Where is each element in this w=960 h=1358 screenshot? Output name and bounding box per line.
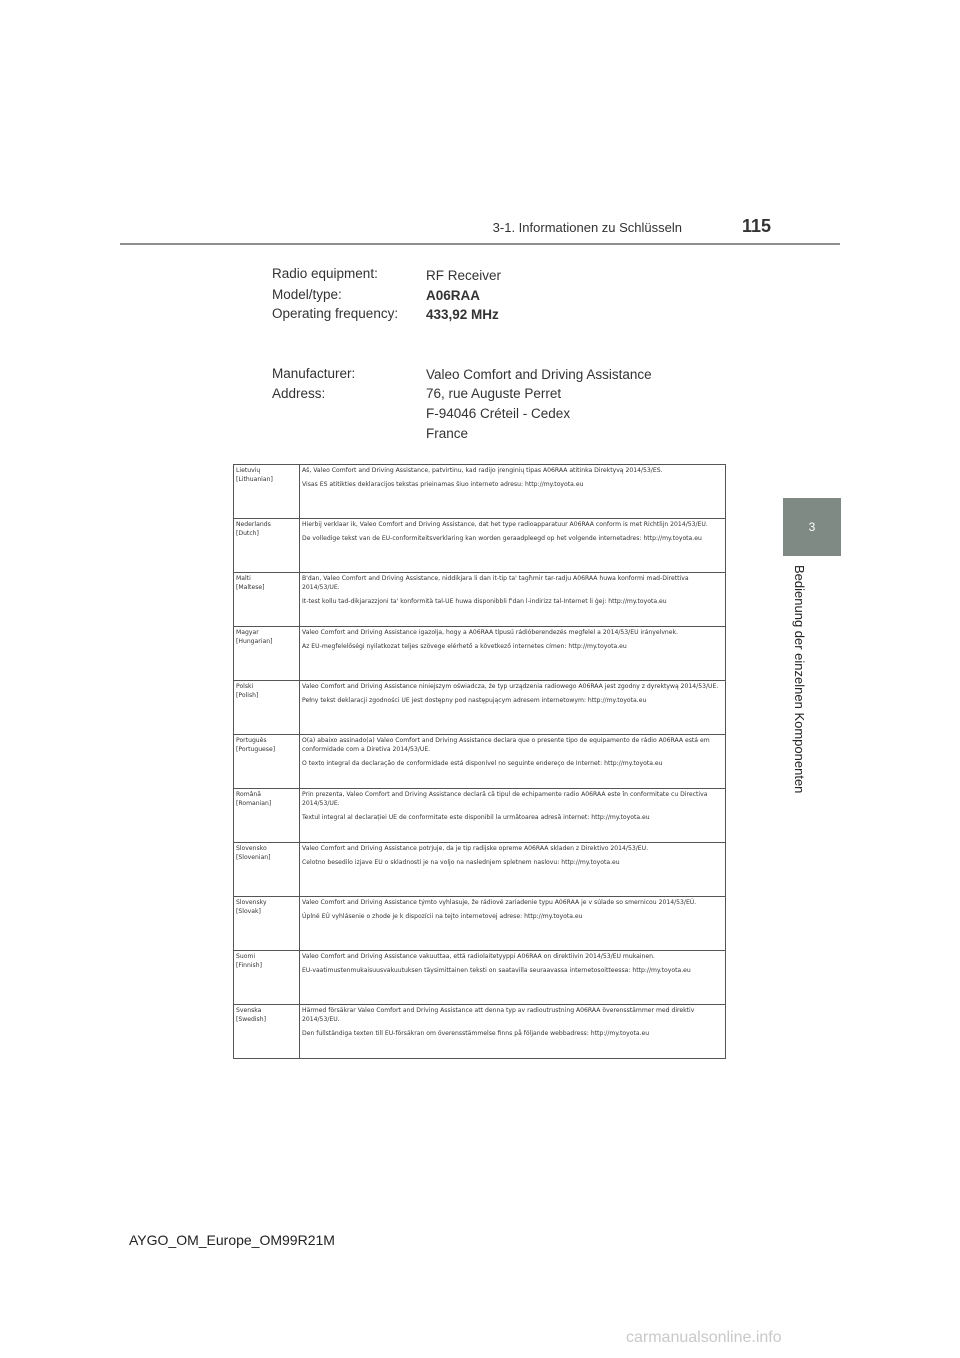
declaration-text [300,735,726,789]
language-native: Suomi [236,953,256,960]
declaration-statement: Valeo Comfort and Driving Assistance niniejszym oświadcza, że typ urządzenia radiowego A06RAA jest zgodny z dyrektywą 2014/53/UE. [302,683,719,690]
declaration-statement: O(a) abaixo assinado(a) Valeo Comfort and Driving Assistance declara que o presente tipo de equipamento de rádio A06RAA está em conformidade com a Diretiva 2014/53/UE. [302,737,710,753]
frequency-label: Operating frequency: [272,306,399,321]
language-native: Română [236,791,261,798]
declaration-statement: Valeo Comfort and Driving Assistance týmto vyhlasuje, že rádiové zariadenie typu A06RAA je v súlade so smernicou 2014/53/EÚ. [302,899,697,906]
model-type-label: Model/type: [272,287,342,302]
declaration-row [234,1005,726,1059]
declaration-url-note: Visas ES atitikties deklaracijos tekstas prieinamas šiuo interneto adresu: http://my.toyota.eu [302,480,584,488]
declaration-row [234,519,726,573]
declaration-url-note: De volledige tekst van de EU-conformiteitsverklaring kan worden geraadpleegd op het volgende internetadres: http://my.toyota.eu [302,534,702,542]
declaration-url-note: Úplné EÚ vyhlásenie o zhode je k dispozícii na tejto internetovej adrese: http://my.toyota.eu [302,912,583,920]
language-english: [Portuguese] [236,745,276,753]
declaration-row [234,897,726,951]
declaration-url-note: EU-vaatimustenmukaisuusvakuutuksen täysimittainen teksti on saatavilla seuraavassa internetosoitteessa: http://my.toyota.eu [302,966,691,974]
manufacturer-label: Manufacturer: [272,366,356,381]
declaration-url-note: Pełny tekst deklaracji zgodności UE jest dostępny pod następującym adresem internetowym: http://my.toyota.eu [302,696,647,704]
declaration-language [234,843,300,897]
declaration-language [234,519,300,573]
declaration-row [234,789,726,843]
language-native: Malti [236,575,251,582]
language-english: [Maltese] [236,583,265,591]
declaration-text [300,1005,726,1059]
declaration-text [300,897,726,951]
address-label: Address: [272,386,326,401]
declaration-url-note: Den fullständiga texten till EU-försäkran om överensstämmelse finns på följande webbadress: http://my.toyota.eu [302,1029,650,1037]
declaration-language [234,1005,300,1059]
language-english: [Dutch] [236,529,259,537]
declaration-statement: Valeo Comfort and Driving Assistance vakuuttaa, että radiolaitetyyppi A06RAA on direktiivin 2014/53/EU mukainen. [302,953,655,960]
declaration-url-note: It-test kollu tad-dikjarazzjoni ta' konformità tal-UE huwa disponibbli f'dan l-indirizz tal-Internet li ġej: http://my.toyota.eu [302,597,667,605]
chapter-number: 3 [808,520,816,534]
language-english: [Hungarian] [236,637,273,645]
declaration-table [233,464,726,1059]
declaration-language [234,897,300,951]
language-english: [Polish] [236,691,259,699]
declaration-statement: Hierbij verklaar ik, Valeo Comfort and Driving Assistance, dat het type radioapparatuur A06RAA conform is met Richtlijn 2014/53/EU. [302,521,708,528]
declaration-statement: Härmed försäkrar Valeo Comfort and Driving Assistance att denna typ av radioutrustning A06RAA överensstämmer med direktiv 2014/53/EU. [302,1007,695,1023]
declaration-text [300,789,726,843]
language-english: [Swedish] [236,1015,266,1023]
declaration-statement: B'dan, Valeo Comfort and Driving Assistance, niddikjara li dan it-tip ta' tagħmir tar-radju A06RAA huwa konformi mad-Direttiva 2014/53/UE. [302,575,689,591]
radio-equipment-label: Radio equipment: [272,266,378,281]
declaration-url-note: O texto integral da declaração de conformidade está disponível no seguinte endereço de Internet: http://my.toyota.eu [302,759,663,767]
language-english: [Slovenian] [236,853,271,861]
language-native: Lietuvių [236,467,261,474]
language-native: Svenska [236,1007,262,1014]
declaration-table-body [234,465,726,1059]
section-title: 3-1. Informationen zu Schlüsseln [492,220,682,235]
language-english: [Slovak] [236,907,261,915]
declaration-row [234,465,726,519]
address-line-3: France [426,426,469,441]
declaration-statement: Valeo Comfort and Driving Assistance igazolja, hogy a A06RAA típusú rádióberendezés megfelel a 2014/53/EU irányelvnek. [302,629,678,636]
model-type-value: A06RAA [426,288,481,303]
declaration-language [234,681,300,735]
declaration-text [300,843,726,897]
language-english: [Finnish] [236,961,262,969]
language-native: Português [236,737,267,744]
declaration-statement: Valeo Comfort and Driving Assistance potrjuje, da je tip radijske opreme A06RAA skladen z Direktivo 2014/53/EU. [302,845,649,852]
declaration-url-note: Az EU-megfelelőségi nyilatkozat teljes szövege elérhető a következő internetes címen: http://my.toyota.eu [302,642,627,650]
watermark: carmanualsonline.info [626,1329,782,1346]
address-line-1: 76, rue Auguste Perret [426,386,562,401]
frequency-value: 433,92 MHz [426,307,499,322]
declaration-row [234,843,726,897]
language-native: Magyar [236,629,259,636]
declaration-language [234,951,300,1005]
declaration-language [234,735,300,789]
language-native: Polski [236,683,254,690]
radio-equipment-value: RF Receiver [426,268,502,283]
language-english: [Lithuanian] [236,475,273,483]
language-native: Nederlands [236,521,271,528]
declaration-text [300,951,726,1005]
language-english: [Romanian] [236,799,272,807]
declaration-text [300,627,726,681]
chapter-title: Bedienung der einzelnen Komponenten [792,565,807,794]
declaration-url-note: Textul integral al declarației UE de conformitate este disponibil la următoarea adresă internet: http://my.toyota.eu [302,813,650,821]
header-rule [120,243,840,245]
declaration-language [234,465,300,519]
chapter-tab [783,498,841,556]
declaration-text [300,573,726,627]
page-number: 115 [742,216,772,236]
declaration-text [300,465,726,519]
declaration-statement: Aš, Valeo Comfort and Driving Assistance, patvirtinu, kad radijo įrenginių tipas A06RAA atitinka Direktyvą 2014/53/ES. [302,467,663,474]
declaration-statement: Prin prezenta, Valeo Comfort and Driving Assistance declară că tipul de echipamente radio A06RAA este în conformitate cu Directiva 2014/53/UE. [302,791,708,807]
declaration-language [234,627,300,681]
declaration-row [234,735,726,789]
document-code: AYGO_OM_Europe_OM99R21M [129,1232,335,1248]
declaration-row [234,951,726,1005]
declaration-text [300,681,726,735]
language-native: Slovensko [236,845,267,852]
declaration-language [234,789,300,843]
declaration-language [234,573,300,627]
declaration-url-note: Celotno besedilo izjave EU o skladnosti je na voljo na naslednjem spletnem naslovu: http://my.toyota.eu [302,858,620,866]
declaration-row [234,627,726,681]
address-line-2: F-94046 Créteil - Cedex [426,406,571,421]
declaration-text [300,519,726,573]
declaration-row [234,681,726,735]
language-native: Slovensky [236,899,267,906]
manufacturer-value: Valeo Comfort and Driving Assistance [426,367,652,382]
declaration-row [234,573,726,627]
